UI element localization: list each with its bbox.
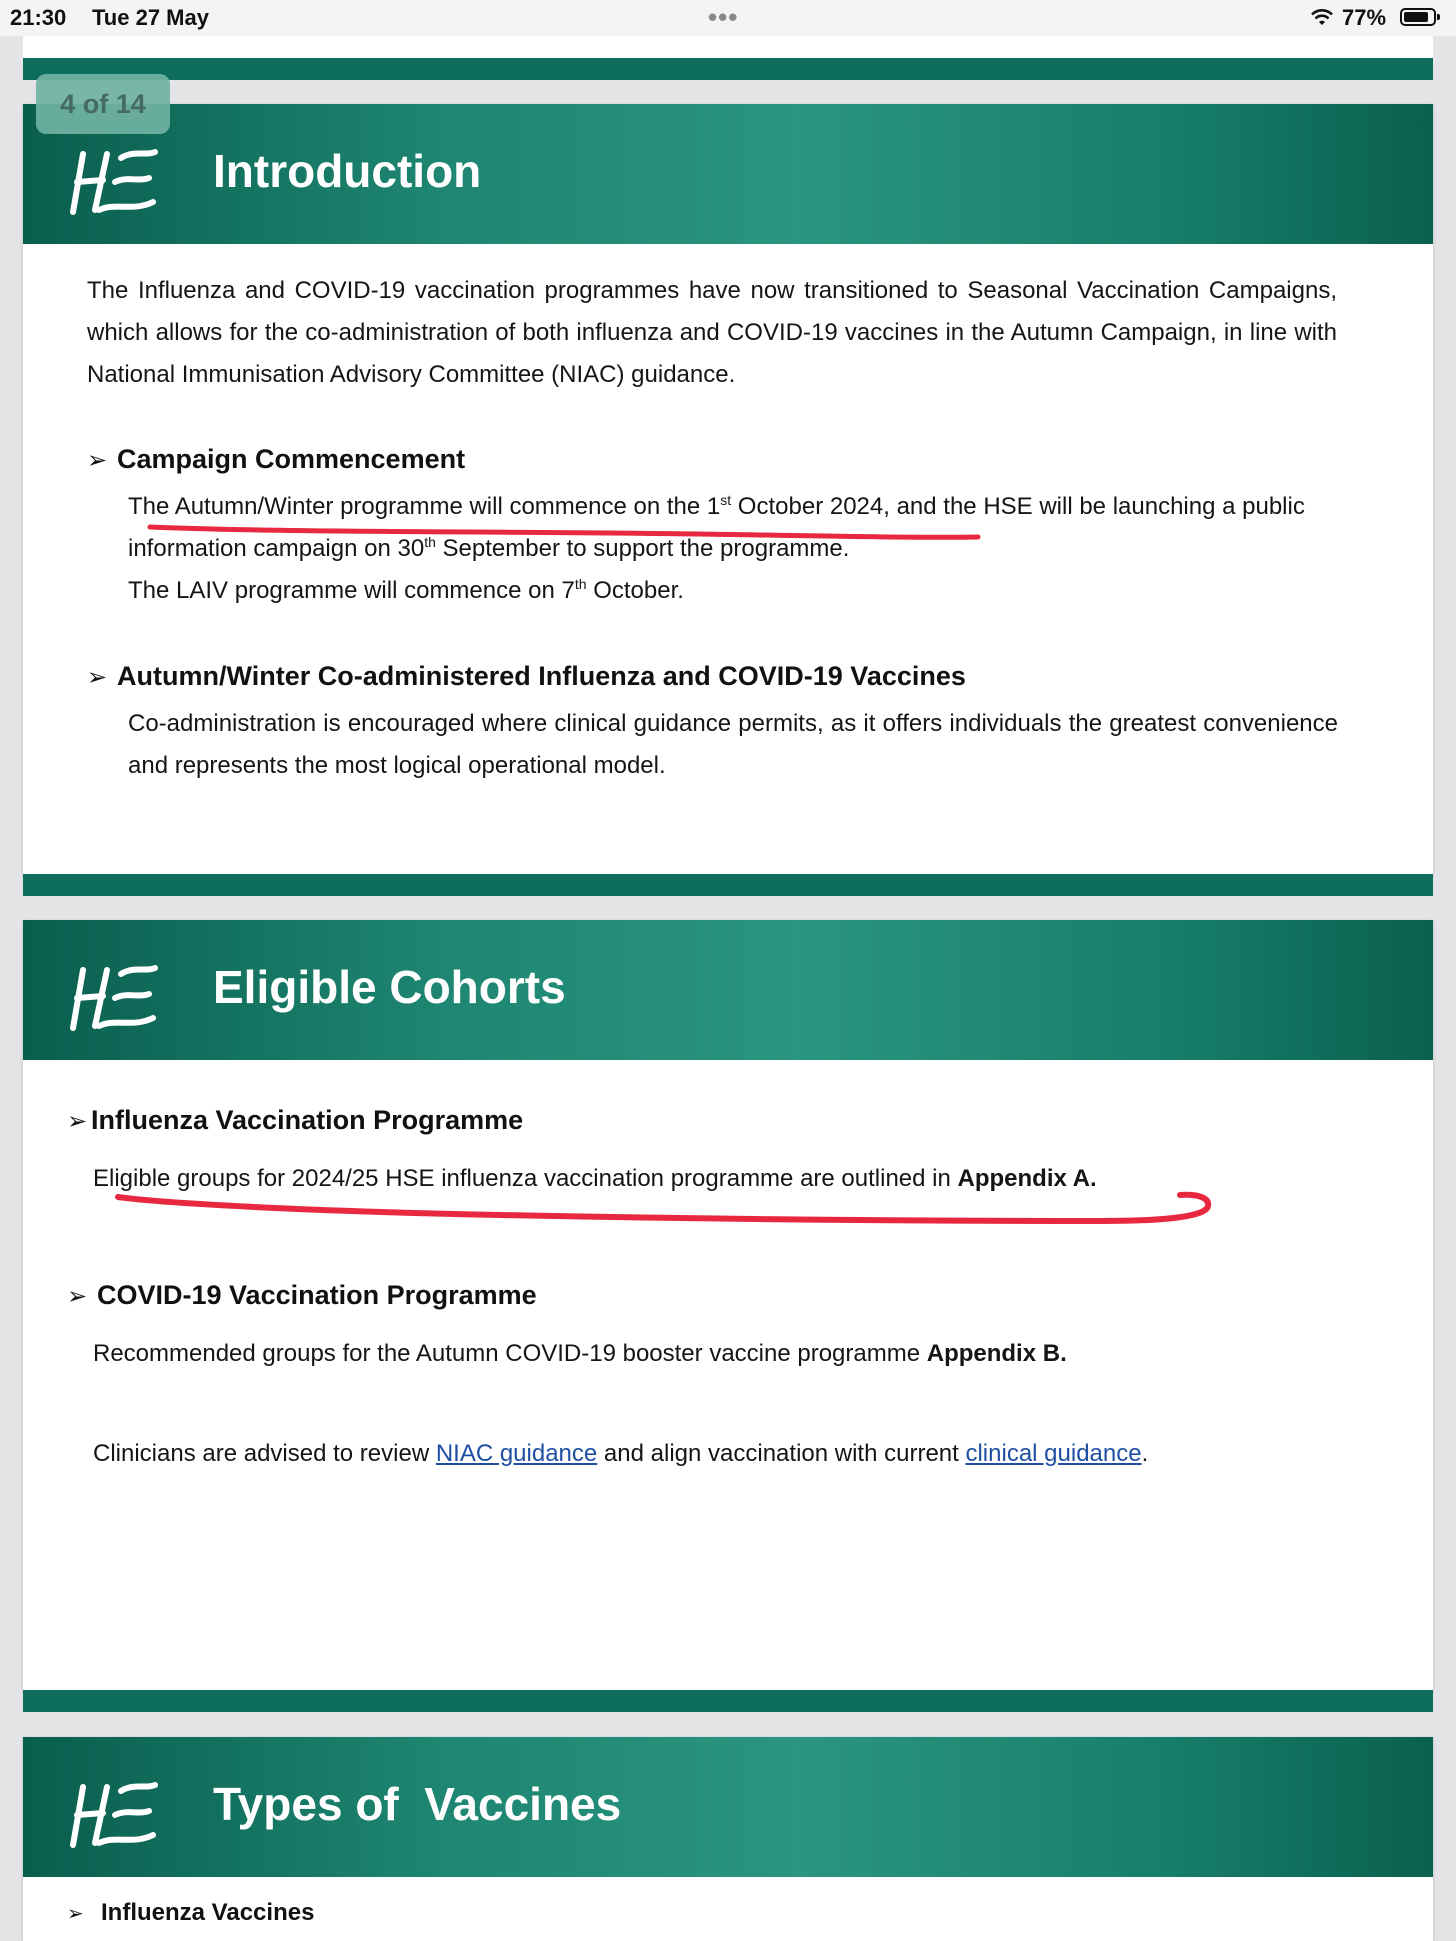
slide-introduction [23,104,1433,876]
covid-programme-text: Recommended groups for the Autumn COVID-19 booster vaccine programme Appendix B. [93,1340,1067,1367]
bullet-covid-programme: ➢ COVID-19 Vaccination Programme [67,1280,537,1310]
hse-logo-icon [63,146,163,218]
slide-title: Types of Vaccines [213,1778,622,1830]
bullet-co-administered: ➢ Autumn/Winter Co-administered Influenza and COVID-19 Vaccines [87,661,966,691]
slide-title: Eligible Cohorts [213,961,566,1013]
slide-eligible-cohorts [23,920,1433,1692]
clinical-guidance-link[interactable]: clinical guidance [965,1440,1142,1467]
multitask-dots-icon[interactable]: ••• [708,2,739,32]
slide-header [23,920,1433,1060]
hse-logo-icon [63,962,163,1034]
bullet-campaign-commencement: ➢ Campaign Commencement [87,444,466,474]
wifi-icon [1310,6,1334,28]
influenza-programme-text: Eligible groups for 2024/25 HSE influenza vaccination programme are outlined in Appendix A. [93,1165,1097,1192]
co-administered-text: Co-administration is encouraged where clinical guidance permits, as it offers individuals the greatest convenience and represents the most logical operational model. [128,710,1338,779]
bullet-arrow-icon: ➢ [67,1108,88,1135]
eligible-footer-bar [23,1690,1433,1712]
intro-paragraph: The Influenza and COVID-19 vaccination programmes have now transitioned to Seasonal Vaccination Campaigns, which allows for the co-administration of both influenza and COVID-19 vaccines in the Autumn Campaign, in line with National Immunisation Advisory Committee (NIAC) guidance. [87,277,1337,388]
bullet-arrow-icon: ➢ [67,1903,84,1925]
bullet-influenza-programme: ➢ Influenza Vaccination Programme [67,1105,524,1135]
status-time: 21:30 [10,5,67,30]
slide-title: Introduction [213,145,482,197]
intro-footer-bar [23,874,1433,896]
battery-icon [1400,8,1436,26]
bullet-arrow-icon: ➢ [67,1283,88,1310]
battery-percent: 77% [1342,5,1387,30]
status-bar [0,0,1456,36]
previous-page-bottom [23,36,1433,58]
bullet-arrow-icon: ➢ [87,447,108,474]
campaign-commencement-text: The Autumn/Winter programme will commence on the 1st October 2024, and the HSE will be launching a public information campaign on 30th September to support the programme. The LAIV programme will commence on 7th October. [128,492,1305,604]
clinicians-text: Clinicians are advised to review NIAC guidance and align vaccination with current clinical guidance. [93,1440,1149,1467]
slide-header [23,104,1433,244]
status-date: Tue 27 May [92,5,209,30]
hse-logo-icon [63,1779,163,1851]
bullet-arrow-icon: ➢ [87,664,108,691]
slide-types-of-vaccines [23,1737,1433,1941]
niac-guidance-link[interactable]: NIAC guidance [435,1440,598,1467]
previous-page-footer-bar [23,58,1433,80]
slide-header [23,1737,1433,1877]
bullet-influenza-vaccines: ➢ Influenza Vaccines [67,1899,315,1926]
page-indicator-badge: 4 of 14 [36,74,170,134]
